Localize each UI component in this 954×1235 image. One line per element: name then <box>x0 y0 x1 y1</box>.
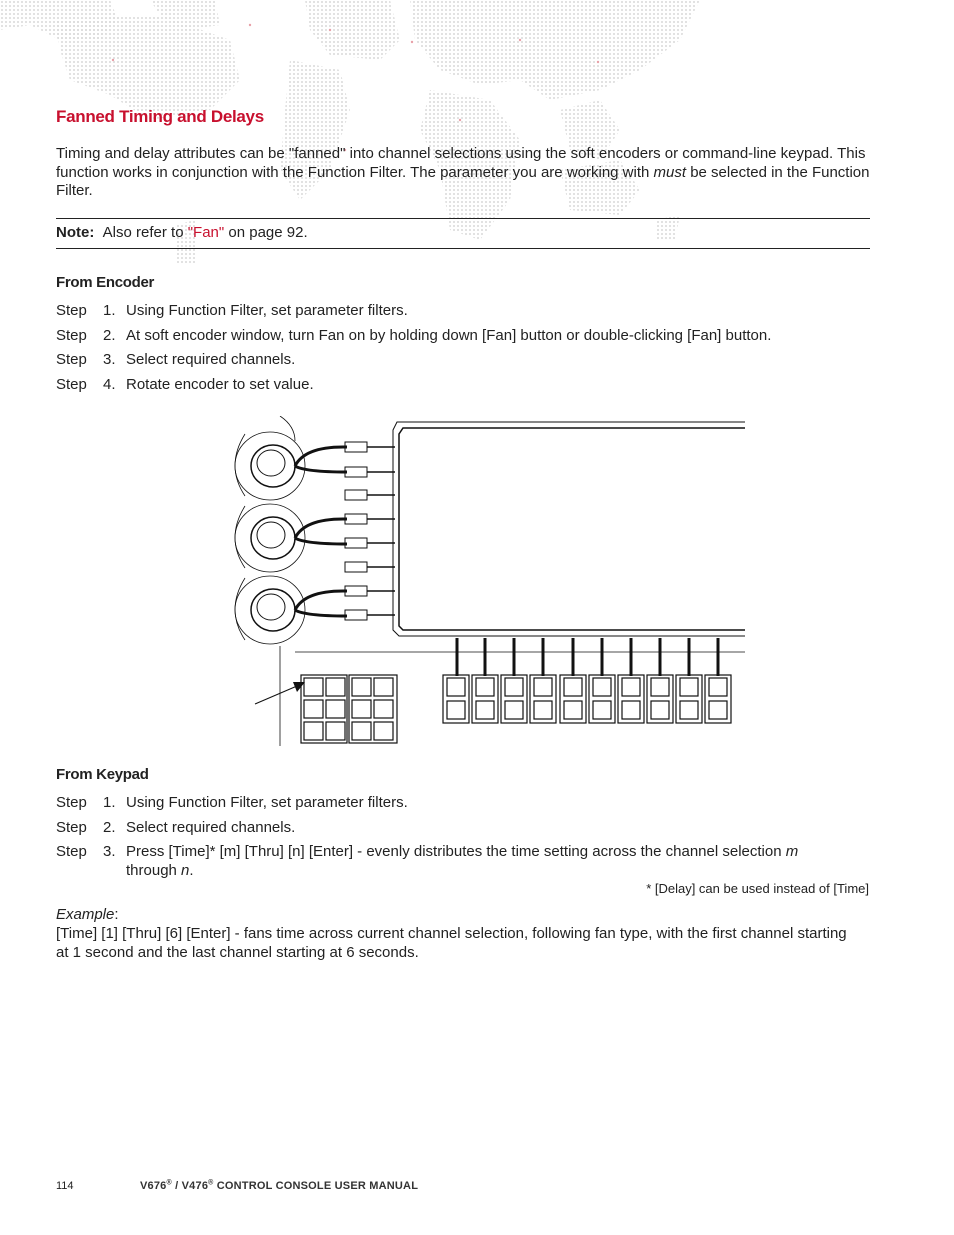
encoder-step: Step 3. Select required channels. <box>56 351 296 368</box>
console-diagram <box>225 416 745 752</box>
page-title: Fanned Timing and Delays <box>56 107 264 126</box>
page-footer <box>56 1179 418 1192</box>
encoder-step: Step 1. Using Function Filter, set parameter filters. <box>56 302 408 319</box>
intro-paragraph: Timing and delay attributes can be "fanned" into channel selections using the soft encoders or command-line keypad. This function works in conjunction with the Function Filter. The parameter you are working with must be selected in the Function Filter. <box>56 145 870 199</box>
keypad-step: Step 2. Select required channels. <box>56 819 296 836</box>
section-heading-keypad: From Keypad <box>56 766 149 783</box>
example-text: [Time] [1] [Thru] [6] [Enter] - fans time across current channel selection, following fan type, with the first channel starting at 1 second and the last channel starting at 6 seconds. <box>56 925 847 961</box>
fan-link[interactable]: "Fan" <box>187 224 225 241</box>
note: Note: Also refer to "Fan" on page 92. <box>56 224 308 241</box>
keypad-step: Step 3. Press [Time]* [m] [Thru] [n] [Enter] - evenly distributes the time setting across the channel selection m through n. <box>56 843 799 879</box>
example-label: Example: <box>56 906 119 923</box>
encoder-step: Step 4. Rotate encoder to set value. <box>56 376 314 393</box>
divider-top <box>56 218 870 219</box>
manual-title: V676® / V476® CONTROL CONSOLE USER MANUAL <box>140 1179 419 1192</box>
encoder-knob <box>235 576 305 644</box>
note-label: Note: <box>56 224 95 241</box>
divider-bottom <box>56 248 870 249</box>
section-heading-encoder: From Encoder <box>56 274 155 291</box>
encoder-knob <box>235 432 305 500</box>
page-number: 114 <box>56 1179 74 1192</box>
footnote: * [Delay] can be used instead of [Time] <box>646 881 869 896</box>
encoder-step: Step 2. At soft encoder window, turn Fan on by holding down [Fan] button or double-clicking [Fan] button. <box>56 327 772 344</box>
emphasis-text: must <box>653 163 687 181</box>
keypad-step: Step 1. Using Function Filter, set parameter filters. <box>56 794 408 811</box>
encoder-knob <box>235 504 305 572</box>
